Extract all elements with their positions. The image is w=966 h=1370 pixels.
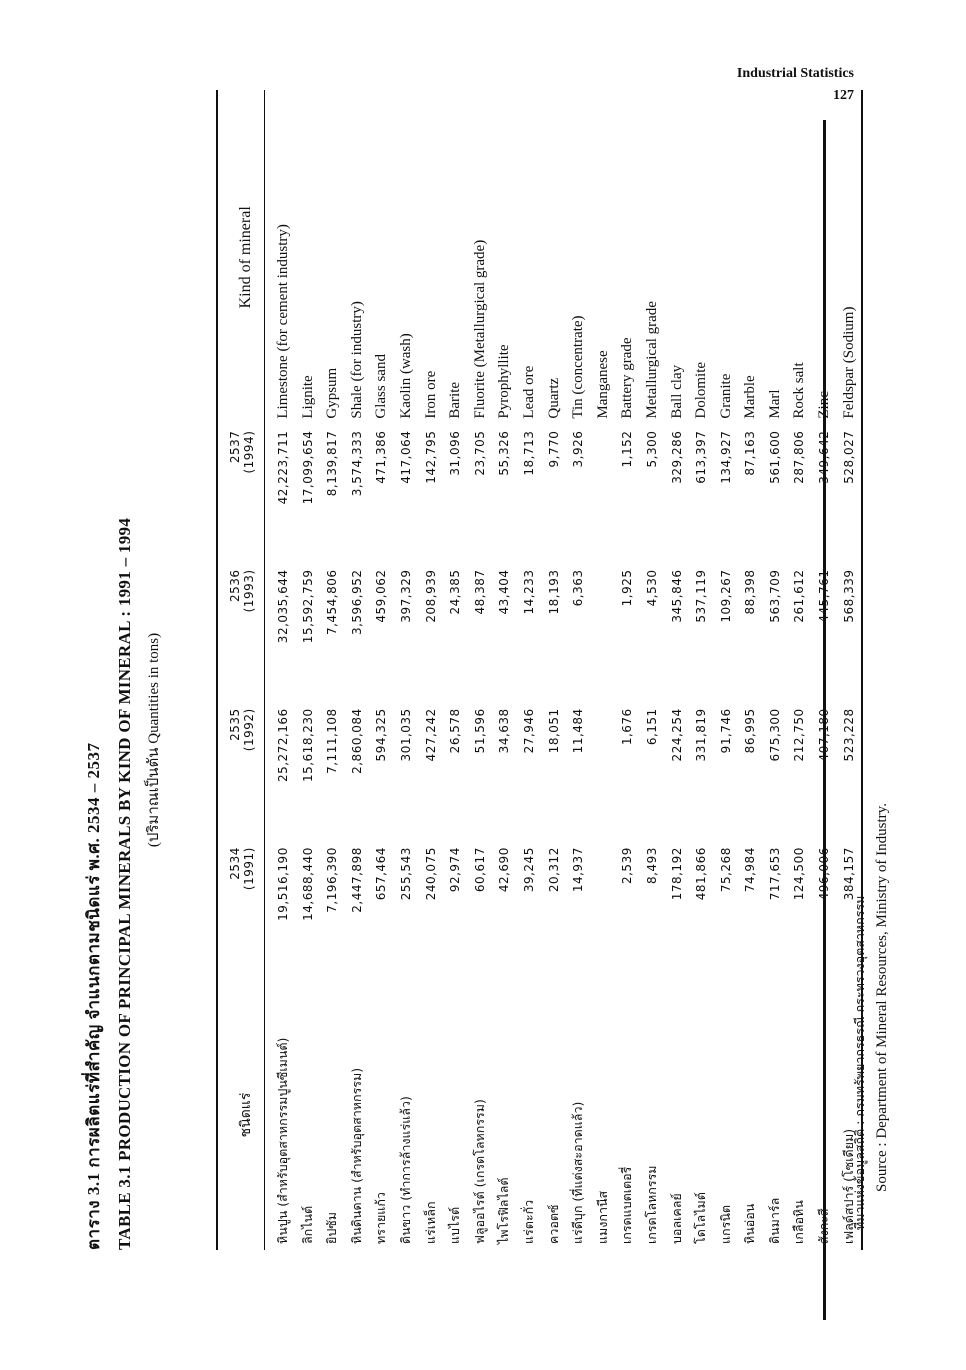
- table-title-english: TABLE 3.1 PRODUCTION OF PRINCIPAL MINERALS BY KIND OF MINERAL : 1991 – 1994: [115, 517, 134, 1250]
- value-1991: 75,268: [718, 847, 733, 893]
- value-1992: 1,676: [620, 708, 635, 746]
- mineral-name-thai: หินปูน (สำหรับอุตสาหกรรมปูนซีเมนต์): [275, 1037, 290, 1244]
- mineral-name-english: Kaolin (wash): [397, 333, 414, 419]
- value-1991: 255,543: [398, 847, 413, 901]
- value-1993: 7,454,806: [325, 569, 340, 636]
- mineral-name-thai: แร่ดีบุก (ที่แต่งสะอาดแล้ว): [570, 1101, 586, 1244]
- value-1991: 42,690: [497, 847, 512, 893]
- table-row: [492, 90, 517, 1250]
- value-1992: [591, 702, 616, 841]
- value-1992: 224,254: [669, 708, 684, 762]
- section-title: Industrial Statistics: [736, 66, 854, 81]
- col-year-ad: (1993): [242, 569, 256, 613]
- value-1992: 51,596: [472, 708, 487, 754]
- value-1993: [591, 563, 616, 702]
- col-year-ad: (1991): [242, 847, 256, 891]
- value-1993: 459,062: [374, 569, 389, 623]
- mineral-name-thai: ควอตซ์: [545, 1204, 561, 1244]
- value-1994: 471,386: [374, 430, 389, 484]
- value-1994: 3,574,333: [349, 430, 364, 497]
- value-1992: 407,180: [817, 708, 832, 762]
- col-year-be: 2534: [228, 847, 242, 880]
- value-1992: 675,300: [767, 708, 782, 762]
- value-1994: 31,096: [448, 430, 463, 476]
- mineral-name-english: Marl: [766, 389, 783, 419]
- mineral-name-english: Gypsum: [324, 367, 341, 419]
- value-1991: 39,245: [521, 847, 536, 893]
- value-1991: 178,192: [669, 847, 684, 901]
- value-1991: 14,937: [571, 847, 586, 893]
- value-1992: 7,111,108: [325, 708, 340, 774]
- value-1993: 208,939: [423, 569, 438, 623]
- mineral-name-english: Metallurgical grade: [643, 301, 660, 419]
- mineral-name-thai: เกรดโลหกรรม: [643, 1165, 659, 1244]
- mineral-name-thai: แกรนิต: [717, 1204, 733, 1244]
- table-body: [265, 90, 863, 1250]
- value-1992: 25,272,166: [276, 708, 290, 783]
- header-row-be: [217, 90, 242, 1250]
- value-1991: 8,493: [644, 847, 659, 885]
- value-1992: 27,946: [521, 708, 536, 754]
- table-row: [517, 90, 542, 1250]
- table-row: [296, 90, 321, 1250]
- value-1994: 18,713: [521, 430, 536, 476]
- mineral-name-english: Fluorite (Metallurgical grade): [471, 239, 488, 419]
- rotated-table-block: [80, 90, 890, 1270]
- value-1994: 142,795: [423, 430, 438, 484]
- value-1993: 568,339: [841, 569, 856, 623]
- page-number: 127: [833, 88, 854, 103]
- value-1992: 301,035: [398, 708, 413, 762]
- mineral-name-english: Lead ore: [520, 365, 537, 419]
- table-row: [640, 90, 665, 1250]
- table-row: [345, 90, 370, 1250]
- value-1994: 3,926: [571, 430, 586, 468]
- mineral-name-thai: เกลือหิน: [791, 1200, 807, 1244]
- value-1992: 427,242: [423, 708, 438, 762]
- table-row: [443, 90, 468, 1250]
- table-row: [615, 90, 640, 1250]
- value-1992: 15,618,230: [300, 708, 315, 783]
- value-1993: 397,329: [398, 569, 413, 623]
- source-note: [850, 130, 891, 1230]
- table-row: [468, 90, 493, 1250]
- mineral-name-thai: ดินมาร์ล: [766, 1197, 782, 1244]
- value-1994: 329,286: [669, 430, 684, 484]
- value-1992: 26,578: [448, 708, 463, 754]
- table-row: [419, 90, 444, 1250]
- mineral-name-english: Ball clay: [668, 364, 685, 419]
- value-1994: 87,163: [743, 430, 758, 476]
- mineral-name-thai: ลิกไนต์: [299, 1205, 315, 1244]
- value-1994: 417,064: [398, 430, 413, 484]
- value-1991: 74,984: [743, 847, 758, 893]
- value-1993: 6,363: [571, 569, 586, 607]
- value-1994: 8,139,817: [325, 430, 340, 497]
- value-1994: [591, 425, 616, 564]
- value-1991: 496,006: [817, 847, 832, 901]
- table-row: [714, 90, 739, 1250]
- mineral-name-english: Quartz: [545, 377, 562, 419]
- table-row: [265, 90, 296, 1250]
- mineral-name-english: Dolomite: [693, 361, 710, 419]
- value-1993: 24,385: [448, 569, 463, 615]
- col-kind-english: Kind of mineral: [237, 206, 254, 309]
- table-row: [542, 90, 567, 1250]
- value-1993: 14,233: [521, 569, 536, 615]
- mineral-name-english: Zinc: [816, 391, 833, 419]
- mineral-name-thai: สังกะสี: [816, 1208, 832, 1244]
- col-year-ad: (1994): [242, 430, 256, 474]
- table-subtitle: (ปริมาณเป็นตัน Quantities in tons): [146, 632, 162, 848]
- mineral-name-english: Battery grade: [619, 337, 636, 419]
- value-1993: 109,267: [718, 569, 733, 623]
- value-1993: 345,846: [669, 569, 684, 623]
- table-row: [812, 90, 837, 1250]
- mineral-name-english: Lignite: [299, 375, 316, 419]
- mineral-name-english: Feldspar (Sodium): [840, 306, 857, 419]
- value-1993: 261,612: [792, 569, 807, 623]
- value-1992: 18,051: [546, 708, 561, 754]
- value-1991: 481,866: [694, 847, 709, 901]
- table-row: [665, 90, 690, 1250]
- table-title-thai: ตาราง 3.1 การผลิตแร่ที่สำคัญ จำแนกตามชนิดแร่ พ.ศ. 2534 – 2537: [84, 742, 103, 1250]
- value-1992: 212,750: [792, 708, 807, 762]
- value-1991: 717,653: [767, 847, 782, 901]
- value-1994: 9,770: [546, 430, 561, 468]
- source-thai: ที่มาแห่งข้อมูลสถิติ : กรมทรัพยากรธรณี กระทรวงอุตสาหกรรม: [852, 895, 867, 1230]
- value-1993: 4,530: [644, 569, 659, 607]
- mineral-name-english: Marble: [742, 375, 759, 419]
- value-1992: 331,819: [694, 708, 709, 762]
- mineral-name-english: Iron ore: [422, 370, 439, 419]
- value-1994: 287,806: [792, 430, 807, 484]
- mineral-name-thai: หินดินดาน (สำหรับอุตสาหกรรม): [348, 1067, 364, 1244]
- table-row: [689, 90, 714, 1250]
- mineral-name-thai: แร่ตะกั่ว: [520, 1199, 536, 1244]
- value-1994: 349,642: [817, 430, 832, 484]
- mineral-name-thai: เฟลด์สปาร์ (โซเดียม): [840, 1128, 856, 1244]
- table-row: [394, 90, 419, 1250]
- col-year-be: 2537: [228, 430, 242, 464]
- col-kind-thai: ชนิดแร่: [238, 1092, 254, 1138]
- mineral-name-thai: แบไรต์: [447, 1206, 463, 1244]
- value-1994: 5,300: [644, 430, 659, 468]
- value-1991: 14,688,440: [300, 847, 315, 921]
- value-1994: 528,027: [841, 430, 856, 484]
- value-1994: 55,326: [497, 430, 512, 476]
- value-1991: 20,312: [546, 847, 561, 893]
- value-1994: 1,152: [620, 430, 635, 468]
- value-1993: 445,761: [817, 569, 832, 623]
- table-row: [738, 90, 763, 1250]
- value-1992: 6,151: [644, 708, 659, 746]
- value-1994: 561,600: [767, 430, 782, 484]
- mineral-name-thai: ดินขาว (ทำการล้างแร่แล้ว): [397, 1096, 413, 1244]
- mineral-name-english: Barite: [447, 381, 464, 419]
- value-1993: 88,398: [743, 569, 758, 615]
- value-1991: 2,539: [620, 847, 635, 885]
- value-1994: 17,099,654: [300, 430, 315, 505]
- value-1991: 19,516,190: [276, 847, 290, 921]
- value-1993: 32,035,644: [276, 569, 290, 644]
- table-row: [369, 90, 394, 1250]
- value-1993: 3,596,952: [349, 569, 364, 636]
- mineral-name-thai: หินอ่อน: [742, 1203, 758, 1244]
- mineral-name-thai: แร่เหล็ก: [422, 1201, 438, 1244]
- value-1992: 34,638: [497, 708, 512, 754]
- value-1993: 48,387: [472, 569, 487, 615]
- table-titles: [80, 110, 165, 1250]
- col-year-be: 2535: [228, 708, 242, 741]
- mineral-name-english: Pyrophyllite: [496, 344, 513, 419]
- value-1994: 134,927: [718, 430, 733, 484]
- mineral-name-english: Granite: [717, 373, 734, 419]
- value-1993: 15,592,759: [300, 569, 315, 644]
- value-1993: 43,404: [497, 569, 512, 615]
- value-1991: [591, 841, 616, 980]
- value-1993: 1,925: [620, 569, 635, 607]
- mineral-name-english: Tin (concentrate): [570, 315, 587, 419]
- mineral-name-thai: เกรดแบตเตอรี่: [619, 1166, 635, 1244]
- table-row: [320, 90, 345, 1250]
- table-row: [591, 90, 616, 1250]
- table-row: [787, 90, 812, 1250]
- minerals-table: [216, 90, 863, 1250]
- value-1992: 91,746: [718, 708, 733, 754]
- mineral-name-thai: ฟลูออไรต์ (เกรดโลหกรรม): [471, 1099, 487, 1244]
- value-1994: 42,223,711: [276, 430, 290, 505]
- mineral-name-english: Rock salt: [791, 362, 808, 419]
- table-row: [763, 90, 788, 1250]
- value-1992: 594,325: [374, 708, 389, 762]
- mineral-name-english: Limestone (for cement industry): [275, 224, 291, 419]
- value-1991: 2,447,898: [349, 847, 364, 913]
- mineral-name-thai: ทรายแก้ว: [373, 1192, 389, 1244]
- mineral-name-thai: บอลเคลย์: [668, 1193, 684, 1244]
- mineral-name-thai: โดโลไมต์: [693, 1192, 709, 1244]
- mineral-name-thai: แมงกานีส: [594, 1190, 610, 1244]
- value-1991: 240,075: [423, 847, 438, 901]
- value-1991: 60,617: [472, 847, 487, 893]
- mineral-name-english: Shale (for industry): [348, 301, 365, 419]
- mineral-name-english: Glass sand: [373, 354, 390, 419]
- col-year-ad: (1992): [242, 708, 256, 752]
- mineral-name-thai: ยิปซัม: [324, 1212, 340, 1244]
- table-row: [566, 90, 591, 1250]
- value-1991: 657,464: [374, 847, 389, 901]
- value-1992: 523,228: [841, 708, 856, 762]
- value-1994: 23,705: [472, 430, 487, 476]
- value-1992: 86,995: [743, 708, 758, 754]
- value-1993: 563,709: [767, 569, 782, 623]
- mineral-name-english: Manganese: [594, 350, 611, 419]
- value-1991: 7,196,390: [325, 847, 340, 913]
- col-year-be: 2536: [228, 569, 242, 603]
- value-1992: 11,484: [571, 708, 586, 754]
- value-1992: 2,860,084: [349, 708, 364, 774]
- source-english: Source : Department of Mineral Resources, Ministry of Industry.: [874, 803, 890, 1192]
- value-1994: 613,397: [694, 430, 709, 484]
- value-1991: 384,157: [841, 847, 856, 901]
- mineral-name-thai: ไพโรฟิลไลต์: [496, 1177, 512, 1244]
- value-1993: 537,119: [694, 569, 709, 623]
- value-1991: 124,500: [792, 847, 807, 901]
- value-1991: 92,974: [448, 847, 463, 893]
- value-1993: 18,193: [546, 569, 561, 615]
